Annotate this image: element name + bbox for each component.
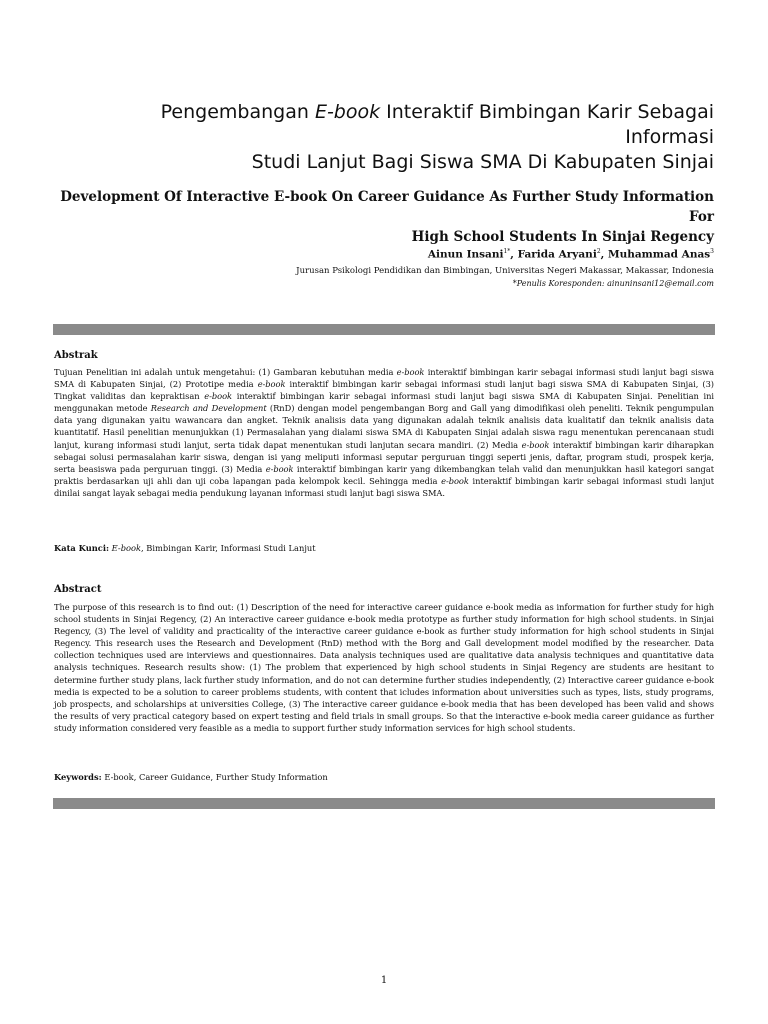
abstrak-italic: e-book bbox=[521, 439, 550, 450]
title-en-line1: Development Of Interactive E-book On Career Guidance As Further Study Information For bbox=[60, 189, 714, 225]
title-indonesian bbox=[74, 100, 714, 175]
abstrak-italic: e-book bbox=[396, 367, 425, 377]
abstract-heading: Abstract bbox=[54, 584, 102, 595]
author-1: Ainun Insani bbox=[427, 248, 504, 261]
abstrak-text: interaktif bimbingan karir sebagai informasi studi lanjut dinilai sangat layak sebagai media pendukung layanan informasi studi lanjut bagi siswa SMA. bbox=[54, 475, 714, 498]
affiliation: Jurusan Psikologi Pendidikan dan Bimbingan, Universitas Negeri Makassar, Makassar, Indonesia bbox=[296, 266, 714, 276]
abstrak-text: interaktif bimbingan karir yang dikembangkan telah valid dan menunjukkan hasil kategori sangat praktis berdasarkan uji ahli dan uji coba lapangan pada kelompok kecil. Sehingga media bbox=[54, 463, 715, 486]
abstrak-text: Tujuan Penelitian ini adalah untuk mengetahui: (1) Gambaran kebutuhan media bbox=[54, 367, 397, 377]
kata-kunci-rest: , Bimbingan Karir, Informasi Studi Lanjut bbox=[141, 543, 316, 553]
abstrak-italic: e-book bbox=[441, 475, 469, 486]
abstrak-italic: e-book bbox=[204, 391, 233, 402]
title-en-line2: High School Students In Sinjai Regency bbox=[411, 229, 714, 245]
abstrak-text: interaktif bimbingan karir sebagai informasi studi lanjut bagi siswa SMA di Kabupaten Sinjai, (3) Tingkat validitas dan kepraktisan bbox=[54, 379, 714, 402]
abstrak-italic: Research and Development bbox=[150, 403, 267, 414]
abstrak-text: interaktif bimbingan karir sebagai informasi studi lanjut bagi siswa SMA di Kabupaten Sinjai, (2) Prototipe media bbox=[54, 367, 714, 390]
abstrak-italic: e-book bbox=[257, 379, 286, 390]
divider-bar-bottom bbox=[53, 798, 715, 809]
keywords bbox=[54, 771, 714, 783]
author-list bbox=[114, 245, 714, 262]
author-sep-2: , bbox=[600, 248, 608, 261]
author-2: Farida Aryani bbox=[517, 248, 597, 261]
abstrak-heading: Abstrak bbox=[54, 350, 98, 361]
abstrak-body bbox=[54, 366, 714, 499]
author-2-sup: 2 bbox=[596, 248, 601, 255]
page-number: 1 bbox=[380, 975, 388, 986]
divider-bar-top bbox=[53, 324, 715, 335]
keywords-label: Keywords: bbox=[54, 772, 102, 782]
author-3-sup: 3 bbox=[710, 248, 714, 255]
title-id-part1: Pengembangan bbox=[160, 101, 315, 123]
title-id-part3: Interaktif Bimbingan Karir Sebagai Informasi bbox=[380, 101, 714, 148]
abstrak-text: interaktif bimbingan karir diharapkan sebagai solusi permasalahan karir siswa, dengan isi yang meliputi informasi seputar perguruan tinggi seperti jenis, daftar, program studi, prospek kerja, serta beasiswa pada perguruan tinggi. (3) Media bbox=[54, 439, 714, 474]
abstrak-text: (RnD) dengan model pengembangan Borg and Gall yang dimodifikasi oleh peneliti. Teknik pengumpulan data yang digunakan yaitu wawancara dan angket. Teknik analisis data yang digunakan adalah teknik analisis data kualitatif dan teknik analisis data kuantitatif. Hasil penelitian menunjukkan (1) Permasalahan yang dialami siswa SMA di Kabupaten Sinjai adalah siswa ragu menentukan perencanaan studi lanjut, kurang informasi studi lanjut, serta tidak dapat menentukan studi lanjutan secara mandiri. (2) Media bbox=[54, 403, 714, 450]
kata-kunci bbox=[54, 542, 714, 554]
title-id-line2: Studi Lanjut Bagi Siswa SMA Di Kabupaten Sinjai bbox=[251, 151, 714, 173]
kata-kunci-ebook: E-book bbox=[109, 543, 142, 553]
title-english bbox=[34, 187, 714, 247]
title-id-ebook: E-book bbox=[314, 101, 381, 123]
keywords-text: E-book, Career Guidance, Further Study Information bbox=[101, 772, 328, 782]
abstrak-italic: e-book bbox=[265, 463, 294, 474]
author-sep-1: , bbox=[510, 248, 518, 261]
kata-kunci-label: Kata Kunci: bbox=[54, 543, 110, 553]
author-1-sup: 1* bbox=[503, 248, 511, 255]
abstrak-text: interaktif bimbingan karir sebagai informasi studi lanjut bagi siswa SMA di Kabupaten Sinjai. Penelitian ini menggunakan metode bbox=[54, 391, 714, 414]
author-3: Muhammad Anas bbox=[607, 248, 711, 261]
abstract-body: The purpose of this research is to find out: (1) Description of the need for interactive career guidance e-book media as information for further study for high school students in Sinjai Regency, (2) An interactive career guidance e-book media prototype as further study information for high school students. in Sinjai Regency, (3) The level of validity and practicality of the interactive career guidance e-book as further study information for high school students in Sinjai Regency. This research uses the Research and Development (RnD) method with the Borg and Gall development model modified by the researcher. Data collection techniques used are interviews and questionnaires. Data analysis techniques used are qualitative data analysis techniques and quantitative data analysis techniques. Research results show: (1) The problem that experienced by high school students in Sinjai Regency are students are hesitant to determine further study plans, lack further study information, and do not can determine further studies independently, (2) Interactive career guidance e-book media is expected to be a solution to career problems students, with content that icludes information about universities such as types, lists, study programs, job prospects, and scholarships at universities College, (3) The interactive career guidance e-book media that has been developed has been valid and shows the results of very practical category based on expert testing and field trials in small groups. So that the interactive e-book media career guidance as further study information considered very feasible as a media to support further study information services for high school students. bbox=[54, 602, 714, 733]
correspondence: *Penulis Koresponden: ainuninsani12@email.com bbox=[512, 279, 714, 288]
